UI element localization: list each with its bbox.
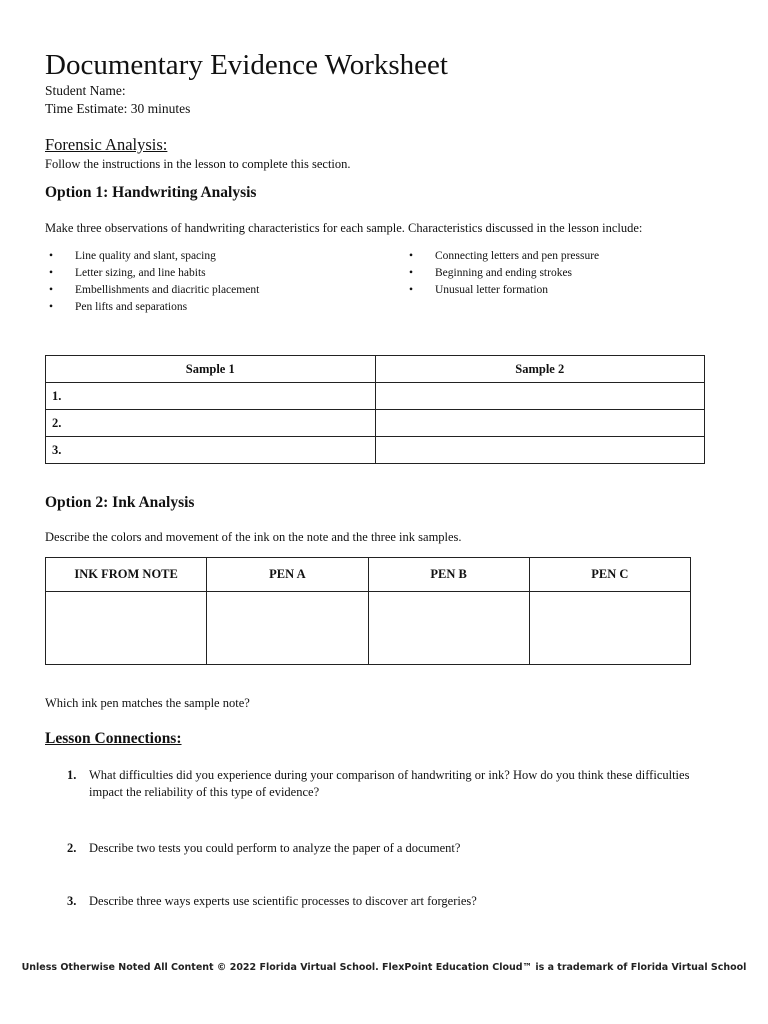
- pen-c-header: PEN C: [529, 558, 690, 592]
- sample-1-cell[interactable]: 2.: [46, 410, 376, 437]
- pen-a-cell[interactable]: [207, 592, 368, 665]
- ink-analysis-table: [45, 557, 691, 665]
- copyright-footer: Unless Otherwise Noted All Content © 2022 Florida Virtual School. FlexPoint Education Cloud™ is a trademark of Florida Virtual School: [21, 962, 747, 973]
- question-text: Describe two tests you could perform to analyze the paper of a document?: [89, 841, 461, 855]
- option1-heading: Option 1: Handwriting Analysis: [45, 184, 257, 201]
- time-estimate-label: Time Estimate: 30 minutes: [45, 101, 191, 116]
- list-item: • Line quality and slant, spacing: [45, 248, 405, 265]
- sample-2-cell[interactable]: [375, 437, 705, 464]
- lesson-question-1: [45, 767, 709, 801]
- option2-instructions: Describe the colors and movement of the ink on the note and the three ink samples.: [45, 530, 462, 544]
- list-item: • Connecting letters and pen pressure: [405, 248, 599, 265]
- table-header-row: [46, 356, 705, 383]
- pen-b-header: PEN B: [368, 558, 529, 592]
- characteristics-left-column: [45, 248, 405, 316]
- forensic-intro: Follow the instructions in the lesson to complete this section.: [45, 157, 351, 171]
- student-name-label: Student Name:: [45, 83, 126, 98]
- lesson-connections-heading: Lesson Connections:: [45, 730, 182, 747]
- table-row: [46, 383, 705, 410]
- sample-1-header: Sample 1: [46, 356, 376, 383]
- lesson-question-3: [45, 893, 709, 910]
- table-header-row: [46, 558, 691, 592]
- sample-2-cell[interactable]: [375, 383, 705, 410]
- characteristics-right-column: [405, 248, 599, 316]
- question-number: 2.: [67, 841, 77, 855]
- question-number: 1.: [67, 768, 77, 782]
- lesson-question-2: [45, 840, 709, 857]
- sample-1-cell[interactable]: 1.: [46, 383, 376, 410]
- table-row: [46, 592, 691, 665]
- pen-c-cell[interactable]: [529, 592, 690, 665]
- table-row: [46, 437, 705, 464]
- ink-from-note-cell[interactable]: [46, 592, 207, 665]
- pen-b-cell[interactable]: [368, 592, 529, 665]
- forensic-analysis-heading: Forensic Analysis:: [45, 135, 168, 154]
- list-item: • Unusual letter formation: [405, 282, 599, 299]
- option2-heading: Option 2: Ink Analysis: [45, 494, 195, 511]
- table-row: [46, 410, 705, 437]
- question-text: What difficulties did you experience during your comparison of handwriting or ink? How do you think these difficulties impact the reliability of this type of evidence?: [89, 768, 690, 799]
- page-title: Documentary Evidence Worksheet: [45, 49, 448, 81]
- question-number: 3.: [67, 894, 77, 908]
- list-item: • Letter sizing, and line habits: [45, 265, 405, 282]
- characteristics-list: [45, 248, 599, 316]
- handwriting-sample-table: [45, 355, 705, 464]
- ink-from-note-header: INK FROM NOTE: [46, 558, 207, 592]
- list-item: • Beginning and ending strokes: [405, 265, 599, 282]
- pen-a-header: PEN A: [207, 558, 368, 592]
- ink-match-question: Which ink pen matches the sample note?: [45, 696, 250, 710]
- question-text: Describe three ways experts use scientific processes to discover art forgeries?: [89, 894, 477, 908]
- list-item: • Embellishments and diacritic placement: [45, 282, 405, 299]
- list-item: • Pen lifts and separations: [45, 299, 405, 316]
- sample-2-cell[interactable]: [375, 410, 705, 437]
- sample-1-cell[interactable]: 3.: [46, 437, 376, 464]
- sample-2-header: Sample 2: [375, 356, 705, 383]
- option1-instructions: Make three observations of handwriting characteristics for each sample. Characteristics discussed in the lesson include:: [45, 221, 643, 235]
